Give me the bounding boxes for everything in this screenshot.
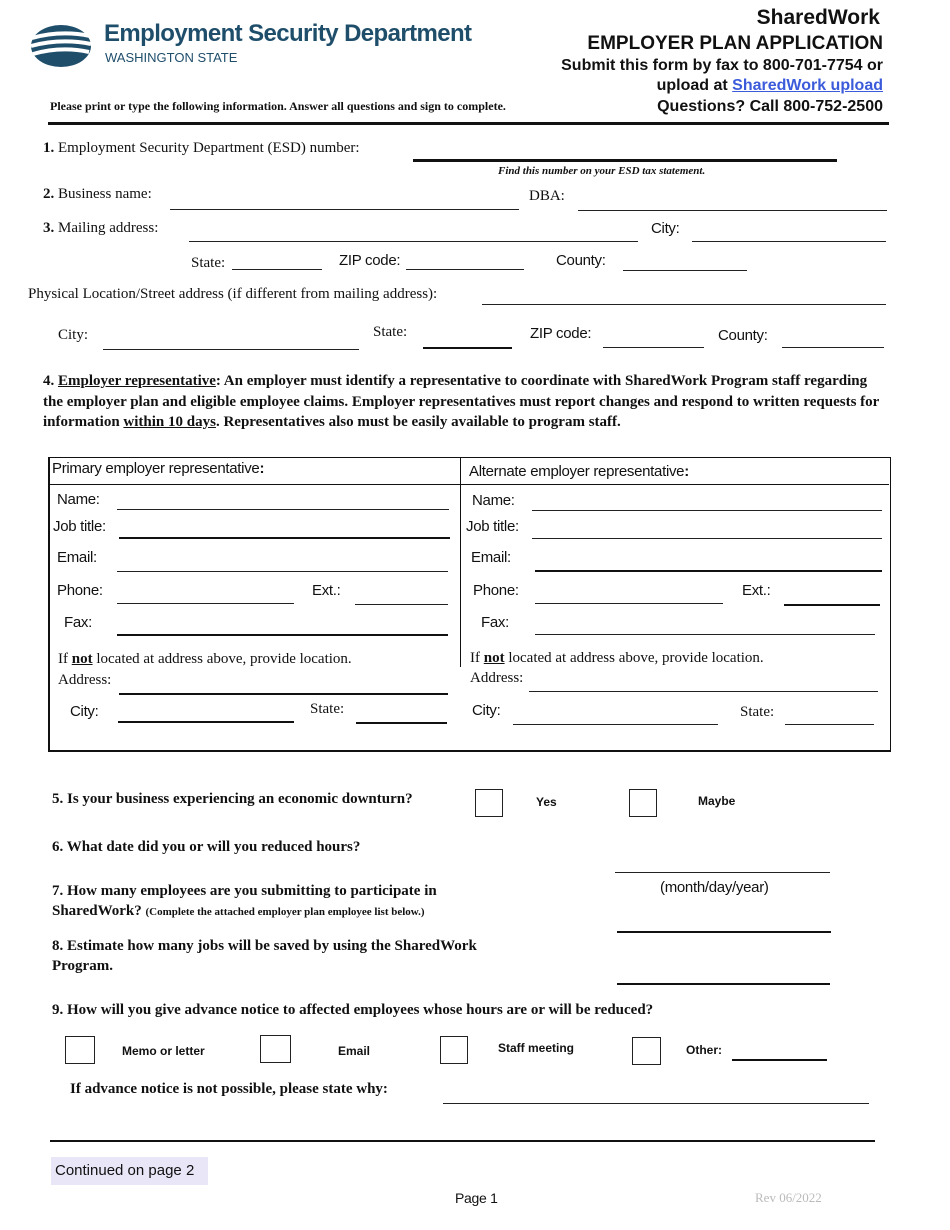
- physical-county-field[interactable]: [782, 347, 884, 348]
- notice-other-field[interactable]: [732, 1059, 827, 1061]
- alternate-city-field[interactable]: [513, 724, 718, 725]
- form-title: EMPLOYER PLAN APPLICATION: [587, 33, 883, 54]
- q4-number: 4.: [43, 373, 55, 389]
- q4-text-a: : An employer must identify a representative to coordinate with SharedWork Program staff regarding the employer plan and eligible employee claims. Employer representatives must report changes and respond to written requests for information: [43, 373, 880, 430]
- q7-note: (Complete the attached employer plan employee list below.): [145, 906, 425, 918]
- sharedwork-upload-link[interactable]: SharedWork upload: [732, 77, 883, 94]
- alternate-name-label: Name:: [472, 492, 515, 509]
- instructions: Please print or type the following information. Answer all questions and sign to complete.: [50, 99, 506, 113]
- esd-number-hint: Find this number on your ESD tax statement.: [498, 165, 706, 177]
- esd-logo-mark-icon: [30, 24, 92, 68]
- alternate-state-field[interactable]: [785, 724, 874, 725]
- mailing-address-field[interactable]: [189, 241, 638, 242]
- alternate-address-label: Address:: [470, 670, 524, 686]
- alternate-note-not: not: [483, 650, 505, 666]
- primary-city-field[interactable]: [118, 721, 294, 723]
- alternate-job-label: Job title:: [466, 518, 519, 535]
- q7-label: [52, 881, 522, 922]
- primary-note-suffix: located at address above, provide location.: [92, 651, 352, 667]
- notice-email-checkbox[interactable]: [260, 1035, 291, 1063]
- alternate-email-label: Email:: [471, 549, 511, 566]
- alternate-email-field[interactable]: [535, 570, 882, 572]
- alternate-fax-label: Fax:: [481, 614, 509, 631]
- notice-staff-meeting-checkbox[interactable]: [440, 1036, 468, 1064]
- mailing-state-field[interactable]: [232, 269, 322, 270]
- notice-staff-meeting-label: Staff meeting: [498, 1041, 575, 1055]
- q5-yes-label: Yes: [536, 795, 557, 809]
- primary-address-field[interactable]: [119, 693, 448, 695]
- alternate-phone-label: Phone:: [473, 582, 519, 599]
- alternate-note-prefix: If: [470, 650, 484, 666]
- alternate-rep-title-text: Alternate employer representative: [469, 463, 685, 480]
- logo-subtitle: WASHINGTON STATE: [105, 50, 238, 65]
- primary-fax-field[interactable]: [117, 634, 448, 636]
- primary-email-field[interactable]: [117, 571, 448, 572]
- questions-line: Questions? Call 800-752-2500: [657, 98, 883, 115]
- mailing-zip-field[interactable]: [406, 269, 524, 270]
- q2-label: [43, 186, 152, 203]
- q1-label: [43, 140, 360, 157]
- continued-badge: [51, 1157, 208, 1185]
- q5-maybe-label: Maybe: [698, 794, 736, 808]
- physical-city-label: City:: [58, 327, 89, 343]
- esd-logo: [30, 22, 510, 72]
- revision-date: Rev 06/2022: [755, 1190, 822, 1205]
- alternate-ext-label: Ext.:: [742, 582, 771, 599]
- physical-state-field[interactable]: [423, 347, 512, 349]
- primary-state-field[interactable]: [356, 722, 447, 724]
- primary-phone-field[interactable]: [117, 603, 294, 604]
- submit-line-1: Submit this form by fax to 800-701-7754 or: [561, 57, 883, 74]
- alternate-name-field[interactable]: [532, 510, 882, 511]
- primary-rep-title: [52, 460, 264, 477]
- q7-text-a: 7. How many employees are you submitting to participate in: [52, 883, 437, 899]
- notice-memo-checkbox[interactable]: [65, 1036, 95, 1064]
- mailing-city-field[interactable]: [692, 241, 886, 242]
- submit-line-2: [657, 77, 883, 95]
- primary-name-label: Name:: [57, 491, 100, 508]
- reduced-hours-date-field[interactable]: [615, 872, 830, 873]
- primary-ext-field[interactable]: [355, 604, 448, 605]
- primary-fax-label: Fax:: [64, 614, 92, 631]
- mailing-state-label: State:: [191, 255, 226, 271]
- page-number: Page 1: [455, 1190, 498, 1206]
- alternate-fax-field[interactable]: [535, 634, 875, 635]
- business-name-field[interactable]: [170, 209, 519, 210]
- alternate-phone-field[interactable]: [535, 603, 723, 604]
- primary-address-label: Address:: [58, 672, 112, 688]
- primary-name-field[interactable]: [117, 509, 449, 510]
- primary-city-label: City:: [70, 703, 99, 720]
- mailing-county-label: County:: [556, 252, 606, 269]
- primary-ext-label: Ext.:: [312, 582, 341, 599]
- physical-county-label: County:: [718, 327, 768, 344]
- q5-yes-checkbox[interactable]: [475, 789, 503, 817]
- q7-text-b: SharedWork?: [52, 903, 142, 919]
- physical-location-label: Physical Location/Street address (if different from mailing address):: [28, 286, 438, 302]
- header-rule: [48, 122, 889, 125]
- dba-field[interactable]: [578, 210, 887, 211]
- alternate-note-suffix: located at address above, provide location.: [504, 650, 764, 666]
- physical-zip-label: ZIP code:: [530, 325, 592, 342]
- dba-label: DBA:: [529, 188, 565, 204]
- primary-rep-title-colon: :: [259, 460, 265, 477]
- mailing-city-label: City:: [651, 220, 680, 237]
- esd-number-field[interactable]: [413, 159, 837, 162]
- q8-text-a: 8. Estimate how many jobs will be saved by using the SharedWork: [52, 938, 477, 954]
- primary-note-prefix: If: [58, 651, 72, 667]
- notice-other-label: Other:: [686, 1043, 722, 1057]
- q4-within: within 10 days: [123, 414, 216, 430]
- physical-zip-field[interactable]: [603, 347, 704, 348]
- notice-email-label: Email: [338, 1044, 371, 1058]
- q5-label: 5. Is your business experiencing an economic downturn?: [52, 791, 413, 807]
- logo-title: Employment Security Department: [104, 20, 472, 47]
- q8-label: [52, 936, 552, 976]
- employee-count-field[interactable]: [617, 931, 831, 933]
- physical-address-field[interactable]: [482, 304, 886, 305]
- q4-text-b: . Representatives also must be easily available to program staff.: [215, 414, 621, 430]
- q1-number: 1.: [43, 140, 55, 156]
- alternate-location-note: [470, 650, 764, 667]
- primary-rep-title-text: Primary employer representative: [52, 460, 260, 477]
- alternate-city-label: City:: [472, 702, 501, 719]
- physical-city-field[interactable]: [103, 349, 359, 350]
- representative-table-header-rule: [48, 484, 889, 485]
- primary-email-label: Email:: [57, 549, 97, 566]
- program-name: SharedWork: [756, 6, 880, 29]
- jobs-saved-field[interactable]: [617, 983, 830, 985]
- alternate-rep-title: [469, 463, 689, 480]
- alternate-address-field[interactable]: [529, 691, 878, 692]
- representative-table-divider: [460, 457, 461, 667]
- primary-job-field[interactable]: [119, 537, 450, 539]
- primary-location-note: [58, 651, 352, 668]
- q4-term: Employer representative: [58, 373, 216, 389]
- q6-label: 6. What date did you or will you reduced hours?: [52, 839, 361, 855]
- continued-text: Continued on page 2: [55, 1162, 195, 1179]
- q2-number: 2.: [43, 186, 55, 202]
- mailing-zip-label: ZIP code:: [339, 252, 401, 269]
- q9-label: 9. How will you give advance notice to affected employees whose hours are or will be reduced?: [52, 1002, 654, 1018]
- notice-other-checkbox[interactable]: [632, 1037, 661, 1065]
- primary-job-label: Job title:: [53, 518, 106, 535]
- q1-text: Employment Security Department (ESD) number:: [58, 140, 360, 156]
- footer-rule: [50, 1140, 875, 1142]
- primary-phone-label: Phone:: [57, 582, 103, 599]
- alternate-ext-field[interactable]: [784, 604, 880, 606]
- physical-state-label: State:: [373, 324, 408, 340]
- q3-number: 3.: [43, 220, 55, 236]
- mailing-county-field[interactable]: [623, 270, 747, 271]
- date-format-hint: (month/day/year): [660, 879, 769, 896]
- no-notice-reason-field[interactable]: [443, 1103, 869, 1104]
- q8-text-b: Program.: [52, 958, 113, 974]
- alternate-state-label: State:: [740, 704, 775, 720]
- q2-text: Business name:: [58, 186, 152, 202]
- q3-label: [43, 220, 158, 237]
- q5-maybe-checkbox[interactable]: [629, 789, 657, 817]
- alternate-rep-title-colon: :: [684, 463, 689, 480]
- q4-paragraph: [43, 371, 883, 433]
- primary-note-not: not: [71, 651, 93, 667]
- q3-text: Mailing address:: [58, 220, 159, 236]
- notice-memo-label: Memo or letter: [122, 1044, 205, 1058]
- no-notice-reason-label: If advance notice is not possible, please state why:: [70, 1081, 388, 1097]
- primary-state-label: State:: [310, 701, 345, 717]
- submit-line-2-prefix: upload at: [656, 77, 733, 94]
- alternate-job-field[interactable]: [532, 538, 882, 539]
